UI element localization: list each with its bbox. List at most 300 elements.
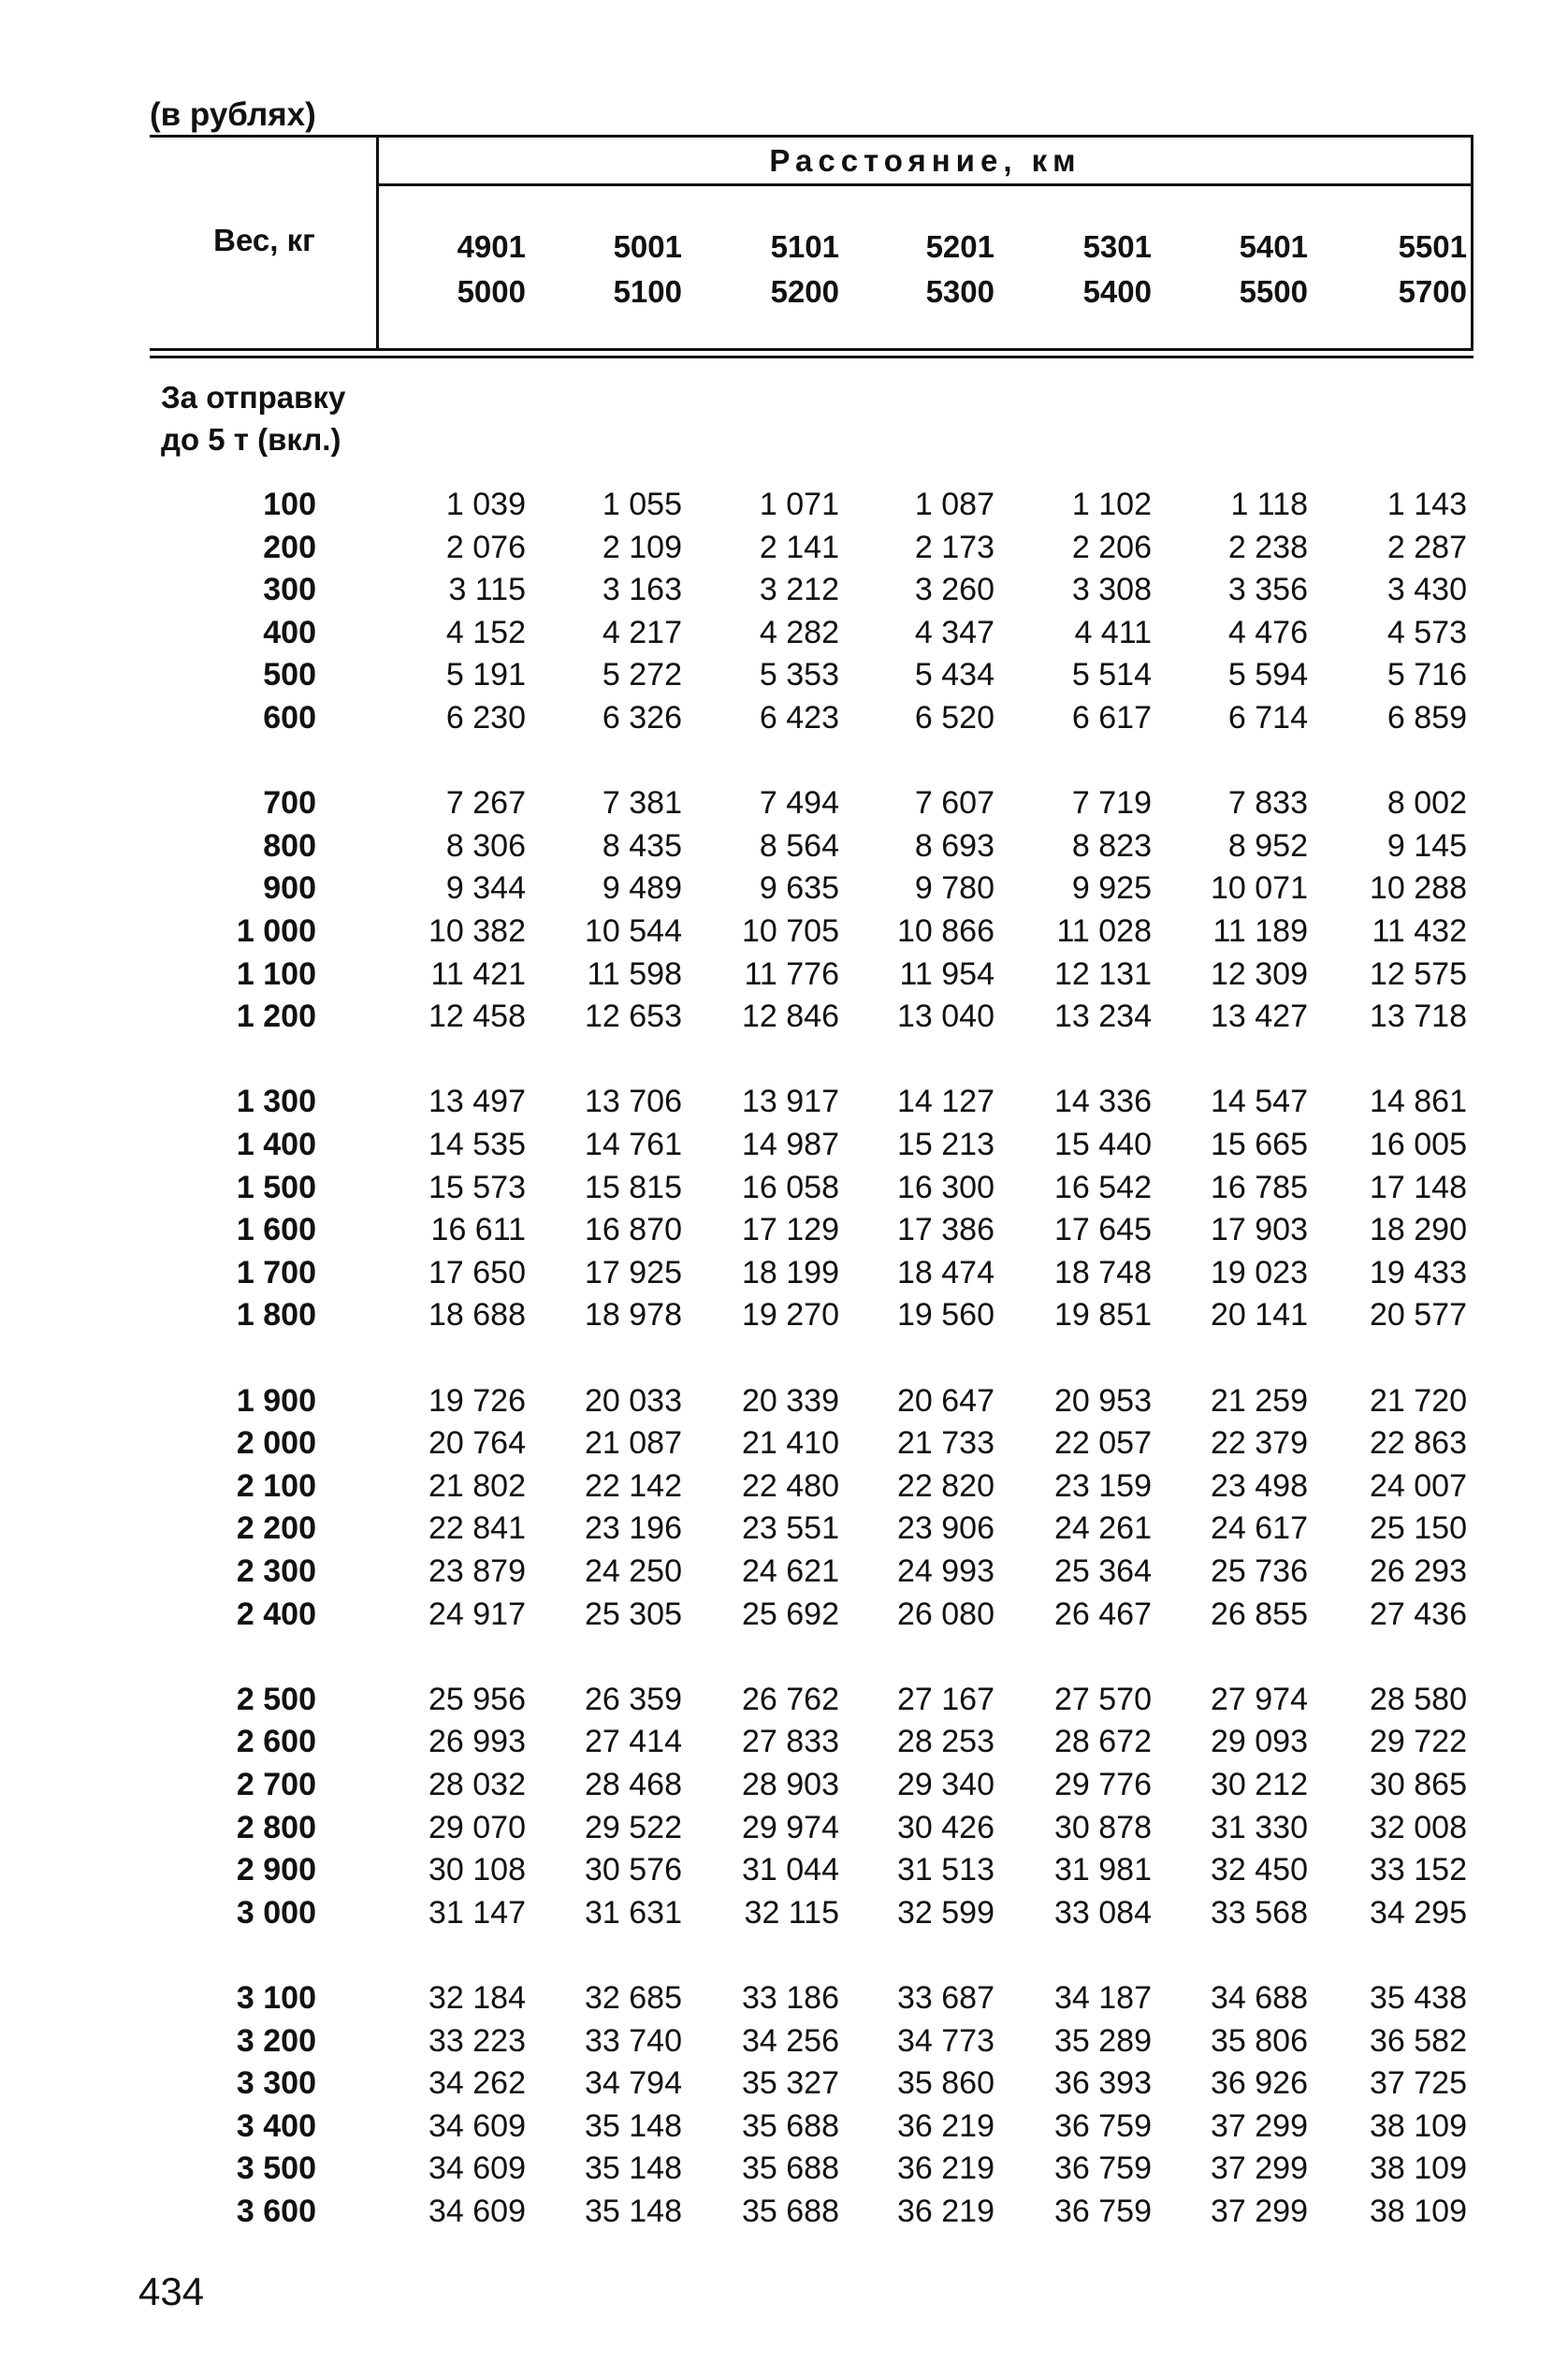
- price-cell: 30 576: [585, 1852, 682, 1888]
- column-header-to: 5100: [613, 274, 682, 309]
- header-distance-rule: [377, 183, 1474, 186]
- price-cell: 4 411: [1074, 614, 1152, 650]
- weight-header: Вес, кг: [213, 223, 315, 257]
- price-cell: 31 981: [1054, 1852, 1152, 1888]
- weight-cell: 2 300: [236, 1553, 316, 1589]
- price-cell: 24 993: [897, 1553, 995, 1589]
- price-cell: 18 978: [585, 1297, 682, 1334]
- price-cell: 26 293: [1370, 1553, 1467, 1589]
- price-cell: 12 846: [742, 999, 839, 1035]
- weight-cell: 3 100: [236, 1980, 316, 2016]
- table-row: [0, 1251, 1568, 1294]
- price-cell: 35 688: [742, 2107, 839, 2144]
- price-cell: 12 131: [1054, 955, 1152, 992]
- table-row: [0, 1848, 1568, 1891]
- price-cell: 15 815: [585, 1169, 682, 1205]
- weight-cell: 1 200: [236, 999, 316, 1035]
- price-cell: 25 364: [1054, 1553, 1152, 1589]
- price-cell: 20 339: [742, 1382, 839, 1419]
- weight-cell: 700: [263, 785, 316, 822]
- price-cell: 10 382: [428, 913, 526, 949]
- price-cell: 37 299: [1211, 2194, 1308, 2229]
- price-cell: 25 692: [742, 1596, 839, 1632]
- price-cell: 20 647: [897, 1382, 995, 1419]
- price-cell: 5 716: [1387, 657, 1467, 693]
- price-cell: 33 740: [585, 2022, 682, 2059]
- table-row: [0, 1293, 1568, 1336]
- price-cell: 14 127: [897, 1084, 995, 1120]
- price-cell: 30 426: [897, 1809, 995, 1845]
- weight-cell: 2 200: [236, 1510, 316, 1547]
- price-cell: 23 551: [742, 1510, 839, 1547]
- price-cell: 38 109: [1370, 2107, 1467, 2144]
- weight-cell: 1 600: [236, 1212, 316, 1248]
- price-cell: 22 480: [742, 1467, 839, 1504]
- weight-cell: 2 100: [236, 1467, 316, 1504]
- price-cell: 13 497: [428, 1084, 526, 1120]
- weight-cell: 3 300: [236, 2065, 316, 2102]
- price-cell: 30 108: [428, 1852, 526, 1888]
- column-header-from: 5301: [1082, 229, 1152, 264]
- price-cell: 6 520: [914, 700, 995, 736]
- weight-cell: 3 400: [236, 2107, 316, 2144]
- price-cell: 36 393: [1054, 2065, 1152, 2102]
- table-row: [0, 1976, 1568, 2019]
- price-cell: 33 687: [897, 1980, 995, 2016]
- price-cell: 1 055: [602, 487, 682, 522]
- price-cell: 32 450: [1211, 1852, 1308, 1888]
- price-cell: 34 794: [585, 2065, 682, 2102]
- price-cell: 17 148: [1370, 1169, 1467, 1205]
- price-cell: 16 005: [1370, 1127, 1467, 1162]
- price-cell: 32 685: [585, 1980, 682, 2016]
- price-cell: 5 594: [1227, 657, 1308, 693]
- price-cell: 14 336: [1054, 1084, 1152, 1120]
- column-header-7: [1355, 225, 1467, 314]
- price-cell: 35 688: [742, 2150, 839, 2187]
- price-cell: 2 206: [1071, 529, 1152, 565]
- column-header-from: 5201: [925, 229, 995, 264]
- price-cell: 18 199: [742, 1254, 839, 1290]
- weight-cell: 1 400: [236, 1127, 316, 1162]
- table-row: [0, 526, 1568, 569]
- price-cell: 31 147: [428, 1894, 526, 1931]
- price-cell: 5 353: [759, 657, 839, 693]
- table-row: [0, 995, 1568, 1038]
- table-row: [0, 2190, 1568, 2233]
- price-cell: 1 143: [1387, 487, 1467, 522]
- price-cell: 4 573: [1387, 614, 1467, 650]
- weight-cell: 200: [263, 529, 316, 565]
- weight-cell: 2 900: [236, 1852, 316, 1888]
- table-row: [0, 1891, 1568, 1934]
- weight-cell: 2 500: [236, 1681, 316, 1717]
- column-header-1: [414, 225, 526, 314]
- price-cell: 14 547: [1211, 1084, 1308, 1120]
- weight-cell: 2 000: [236, 1425, 316, 1462]
- price-cell: 6 859: [1387, 700, 1467, 736]
- price-cell: 22 841: [428, 1510, 526, 1547]
- price-cell: 10 544: [585, 913, 682, 949]
- weight-cell: 2 800: [236, 1809, 316, 1845]
- page-number: 434: [138, 2269, 205, 2313]
- price-cell: 23 196: [585, 1510, 682, 1547]
- price-cell: 9 145: [1387, 827, 1467, 864]
- price-cell: 31 330: [1211, 1809, 1308, 1845]
- price-cell: 24 007: [1370, 1467, 1467, 1504]
- price-cell: 34 609: [428, 2150, 526, 2187]
- price-cell: 21 259: [1211, 1382, 1308, 1419]
- price-cell: 21 802: [428, 1467, 526, 1504]
- table-row: [0, 1678, 1568, 1721]
- price-cell: 17 129: [742, 1212, 839, 1248]
- weight-cell: 2 700: [236, 1767, 316, 1802]
- price-cell: 14 987: [742, 1127, 839, 1162]
- price-cell: 34 262: [428, 2065, 526, 2102]
- price-cell: 1 071: [759, 487, 839, 522]
- price-cell: 4 282: [759, 614, 839, 650]
- weight-cell: 1 900: [236, 1382, 316, 1419]
- price-cell: 12 653: [585, 999, 682, 1035]
- price-cell: 19 270: [742, 1297, 839, 1334]
- table-row: [0, 867, 1568, 910]
- column-header-2: [570, 225, 682, 314]
- price-cell: 28 253: [897, 1724, 995, 1760]
- weight-cell: 100: [263, 487, 316, 522]
- price-cell: 38 109: [1370, 2194, 1467, 2229]
- table-row: [0, 1720, 1568, 1763]
- price-cell: 35 148: [585, 2194, 682, 2229]
- price-cell: 2 238: [1227, 529, 1308, 565]
- table-row: [0, 1550, 1568, 1593]
- price-cell: 6 617: [1071, 700, 1152, 736]
- column-header-to: 5500: [1239, 274, 1308, 309]
- price-cell: 3 115: [448, 572, 526, 608]
- price-cell: 20 141: [1211, 1297, 1308, 1334]
- price-cell: 21 410: [742, 1425, 839, 1462]
- table-row: [0, 2105, 1568, 2148]
- column-header-4: [882, 225, 995, 314]
- price-cell: 36 582: [1370, 2022, 1467, 2059]
- weight-cell: 1 500: [236, 1169, 316, 1205]
- price-cell: 17 925: [585, 1254, 682, 1290]
- price-cell: 16 611: [430, 1212, 526, 1248]
- price-cell: 21 720: [1370, 1382, 1467, 1419]
- column-header-6: [1196, 225, 1308, 314]
- table-row: [0, 2062, 1568, 2105]
- price-cell: 29 722: [1370, 1724, 1467, 1760]
- price-cell: 17 903: [1211, 1212, 1308, 1248]
- price-cell: 25 150: [1370, 1510, 1467, 1547]
- price-cell: 17 645: [1054, 1212, 1152, 1248]
- weight-cell: 3 600: [236, 2194, 316, 2229]
- price-cell: 29 340: [897, 1767, 995, 1802]
- table-row: [0, 1806, 1568, 1849]
- price-cell: 15 573: [428, 1169, 526, 1205]
- price-cell: 34 688: [1211, 1980, 1308, 2016]
- price-cell: 32 115: [744, 1894, 839, 1931]
- price-cell: 8 002: [1387, 785, 1467, 822]
- price-cell: 18 748: [1054, 1254, 1152, 1290]
- price-cell: 19 433: [1370, 1254, 1467, 1290]
- table-row: [0, 696, 1568, 739]
- price-cell: 2 109: [602, 529, 682, 565]
- column-header-from: 5101: [770, 229, 839, 264]
- price-cell: 16 542: [1054, 1169, 1152, 1205]
- weight-cell: 2 600: [236, 1724, 316, 1760]
- price-cell: 22 820: [897, 1467, 995, 1504]
- table-row: [0, 1379, 1568, 1422]
- price-cell: 4 217: [602, 614, 682, 650]
- price-cell: 9 489: [602, 870, 682, 907]
- price-cell: 15 665: [1211, 1127, 1308, 1162]
- table-row: [0, 611, 1568, 654]
- price-cell: 3 163: [602, 572, 682, 608]
- table-row: [0, 781, 1568, 824]
- price-cell: 11 776: [744, 955, 839, 992]
- price-cell: 20 033: [585, 1382, 682, 1419]
- weight-cell: 3 000: [236, 1894, 316, 1931]
- price-cell: 27 570: [1054, 1681, 1152, 1717]
- header-bottom-rule: [150, 348, 1474, 351]
- table-row: [0, 2147, 1568, 2190]
- price-cell: 24 250: [585, 1553, 682, 1589]
- column-header-to: 5000: [457, 274, 526, 309]
- price-cell: 38 109: [1370, 2150, 1467, 2187]
- price-cell: 9 344: [445, 870, 526, 907]
- price-cell: 11 028: [1056, 913, 1152, 949]
- price-cell: 9 635: [759, 870, 839, 907]
- price-cell: 35 806: [1211, 2022, 1308, 2059]
- price-cell: 18 290: [1370, 1212, 1467, 1248]
- price-cell: 16 785: [1211, 1169, 1308, 1205]
- price-cell: 7 833: [1227, 785, 1308, 822]
- weight-cell: 900: [263, 870, 316, 907]
- price-cell: 28 903: [742, 1767, 839, 1802]
- price-cell: 34 773: [897, 2022, 995, 2059]
- weight-cell: 3 200: [236, 2022, 316, 2059]
- weight-cell: 600: [263, 700, 316, 736]
- price-cell: 19 851: [1054, 1297, 1152, 1334]
- price-cell: 11 954: [899, 955, 995, 992]
- price-cell: 10 866: [897, 913, 995, 949]
- column-header-3: [727, 225, 839, 314]
- price-cell: 26 080: [897, 1596, 995, 1632]
- table-row: [0, 1763, 1568, 1806]
- price-cell: 27 974: [1211, 1681, 1308, 1717]
- column-header-5: [1039, 225, 1152, 314]
- price-cell: 25 305: [585, 1596, 682, 1632]
- weight-cell: 500: [263, 657, 316, 693]
- price-cell: 8 952: [1227, 827, 1308, 864]
- price-cell: 35 860: [897, 2065, 995, 2102]
- table-row: [0, 653, 1568, 696]
- price-cell: 12 309: [1211, 955, 1308, 992]
- price-cell: 32 008: [1370, 1809, 1467, 1845]
- price-cell: 3 212: [759, 572, 839, 608]
- weight-cell: 1 300: [236, 1084, 316, 1120]
- price-cell: 11 421: [430, 955, 526, 992]
- price-cell: 5 191: [445, 657, 526, 693]
- price-cell: 2 173: [914, 529, 995, 565]
- price-cell: 10 288: [1370, 870, 1467, 907]
- price-cell: 5 272: [602, 657, 682, 693]
- price-cell: 31 513: [897, 1852, 995, 1888]
- table-row: [0, 1507, 1568, 1550]
- price-cell: 20 764: [428, 1425, 526, 1462]
- price-cell: 15 440: [1054, 1127, 1152, 1162]
- table-row: [0, 1166, 1568, 1209]
- price-cell: 19 560: [897, 1297, 995, 1334]
- price-cell: 29 070: [428, 1809, 526, 1845]
- table-row: [0, 1123, 1568, 1166]
- section-title: [161, 376, 345, 460]
- price-cell: 14 761: [585, 1127, 682, 1162]
- column-header-from: 5001: [613, 229, 682, 264]
- price-cell: 23 159: [1054, 1467, 1152, 1504]
- price-cell: 26 359: [585, 1681, 682, 1717]
- price-cell: 24 621: [742, 1553, 839, 1589]
- price-cell: 1 087: [914, 487, 995, 522]
- price-cell: 28 032: [428, 1767, 526, 1802]
- price-cell: 32 184: [428, 1980, 526, 2016]
- column-header-to: 5700: [1398, 274, 1467, 309]
- column-header-from: 5501: [1398, 229, 1467, 264]
- price-cell: 35 327: [742, 2065, 839, 2102]
- table-row: [0, 824, 1568, 867]
- price-cell: 17 386: [897, 1212, 995, 1248]
- price-cell: 2 287: [1387, 529, 1467, 565]
- price-cell: 36 219: [897, 2194, 995, 2229]
- weight-cell: 1 800: [236, 1297, 316, 1334]
- price-cell: 20 953: [1054, 1382, 1152, 1419]
- price-cell: 15 213: [897, 1127, 995, 1162]
- price-cell: 5 514: [1071, 657, 1152, 693]
- price-cell: 25 956: [428, 1681, 526, 1717]
- column-header-to: 5200: [770, 274, 839, 309]
- price-cell: 5 434: [914, 657, 995, 693]
- price-cell: 4 152: [445, 614, 526, 650]
- price-cell: 1 102: [1071, 487, 1152, 522]
- price-cell: 32 599: [897, 1894, 995, 1931]
- price-cell: 11 189: [1212, 913, 1308, 949]
- table-row: [0, 1465, 1568, 1508]
- price-cell: 26 467: [1054, 1596, 1152, 1632]
- price-cell: 7 494: [759, 785, 839, 822]
- price-cell: 37 725: [1370, 2065, 1467, 2102]
- price-cell: 13 234: [1054, 999, 1152, 1035]
- price-cell: 13 917: [742, 1084, 839, 1120]
- price-cell: 13 427: [1211, 999, 1308, 1035]
- distance-header: Расстояние, км: [769, 143, 1082, 178]
- table-row: [0, 568, 1568, 611]
- price-cell: 29 776: [1054, 1767, 1152, 1802]
- table-row: [0, 910, 1568, 953]
- price-cell: 6 714: [1227, 700, 1308, 736]
- price-cell: 3 308: [1071, 572, 1152, 608]
- price-cell: 30 878: [1054, 1809, 1152, 1845]
- price-cell: 35 148: [585, 2107, 682, 2144]
- price-cell: 1 039: [445, 487, 526, 522]
- price-cell: 29 093: [1211, 1724, 1308, 1760]
- price-cell: 24 261: [1054, 1510, 1152, 1547]
- price-cell: 35 289: [1054, 2022, 1152, 2059]
- price-cell: 37 299: [1211, 2107, 1308, 2144]
- price-cell: 23 498: [1211, 1467, 1308, 1504]
- price-cell: 16 300: [897, 1169, 995, 1205]
- price-cell: 6 423: [759, 700, 839, 736]
- price-cell: 14 535: [428, 1127, 526, 1162]
- table-row: [0, 483, 1568, 526]
- price-cell: 13 040: [897, 999, 995, 1035]
- price-cell: 26 762: [742, 1681, 839, 1717]
- header-bottom-rule-2: [150, 356, 1474, 358]
- weight-cell: 800: [263, 827, 316, 864]
- price-cell: 22 863: [1370, 1425, 1467, 1462]
- price-cell: 6 326: [602, 700, 682, 736]
- weight-cell: 2 400: [236, 1596, 316, 1632]
- price-cell: 13 706: [585, 1084, 682, 1120]
- price-cell: 12 575: [1370, 955, 1467, 992]
- price-cell: 36 759: [1054, 2194, 1152, 2229]
- price-cell: 8 693: [914, 827, 995, 864]
- price-cell: 34 256: [742, 2022, 839, 2059]
- price-cell: 37 299: [1211, 2150, 1308, 2187]
- price-cell: 33 568: [1211, 1894, 1308, 1931]
- price-cell: 29 974: [742, 1809, 839, 1845]
- table-row: [0, 1080, 1568, 1123]
- unit-label: (в рублях): [150, 96, 316, 133]
- price-cell: 9 925: [1071, 870, 1152, 907]
- price-cell: 1 118: [1230, 487, 1308, 522]
- price-cell: 27 414: [585, 1724, 682, 1760]
- price-cell: 33 223: [428, 2022, 526, 2059]
- price-cell: 29 522: [585, 1809, 682, 1845]
- price-cell: 16 058: [742, 1169, 839, 1205]
- price-cell: 27 436: [1370, 1596, 1467, 1632]
- price-cell: 4 347: [914, 614, 995, 650]
- price-cell: 26 855: [1211, 1596, 1308, 1632]
- price-cell: 16 870: [585, 1212, 682, 1248]
- price-cell: 18 688: [428, 1297, 526, 1334]
- price-cell: 24 917: [428, 1596, 526, 1632]
- weight-cell: 1 700: [236, 1254, 316, 1290]
- price-cell: 8 435: [602, 827, 682, 864]
- price-cell: 19 023: [1211, 1254, 1308, 1290]
- price-cell: 12 458: [428, 999, 526, 1035]
- column-header-from: 5401: [1239, 229, 1308, 264]
- weight-cell: 400: [263, 614, 316, 650]
- price-cell: 28 468: [585, 1767, 682, 1802]
- price-cell: 30 212: [1211, 1767, 1308, 1802]
- weight-cell: 3 500: [236, 2150, 316, 2187]
- price-cell: 28 580: [1370, 1681, 1467, 1717]
- price-cell: 7 719: [1071, 785, 1152, 822]
- price-cell: 33 084: [1054, 1894, 1152, 1931]
- price-cell: 27 167: [897, 1681, 995, 1717]
- column-header-from: 4901: [457, 229, 526, 264]
- price-cell: 20 577: [1370, 1297, 1467, 1334]
- price-cell: 7 381: [602, 785, 682, 822]
- price-cell: 33 152: [1370, 1852, 1467, 1888]
- price-cell: 4 476: [1227, 614, 1308, 650]
- price-cell: 33 186: [742, 1980, 839, 2016]
- price-cell: 35 148: [585, 2150, 682, 2187]
- price-cell: 10 071: [1211, 870, 1308, 907]
- price-cell: 25 736: [1211, 1553, 1308, 1589]
- price-cell: 3 356: [1227, 572, 1308, 608]
- price-cell: 36 219: [897, 2150, 995, 2187]
